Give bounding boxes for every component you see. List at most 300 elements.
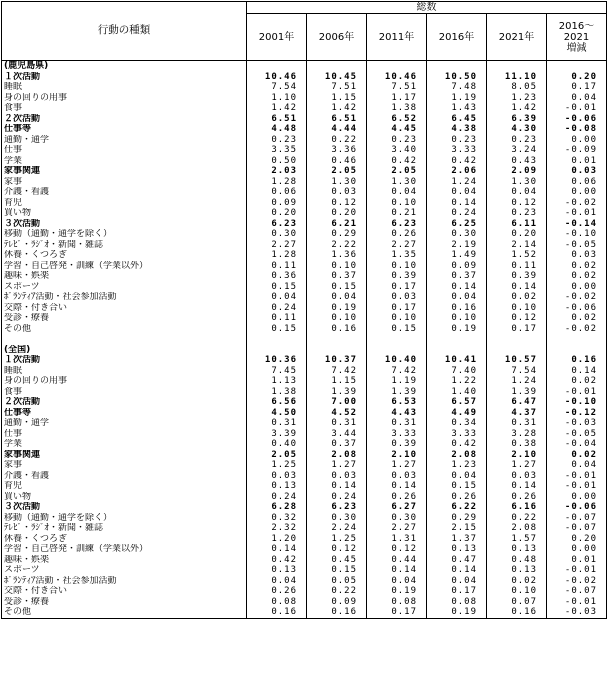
value-cell: 0.30 bbox=[367, 513, 427, 524]
change-cell: 0.01 bbox=[547, 555, 607, 566]
value-cell: 2.10 bbox=[487, 450, 547, 461]
row-label: 食事 bbox=[2, 103, 247, 114]
value-cell: 2.24 bbox=[307, 523, 367, 534]
header-row-top bbox=[2, 2, 607, 14]
value-cell: 0.30 bbox=[247, 229, 307, 240]
table-row bbox=[2, 303, 607, 314]
value-cell: 0.03 bbox=[307, 187, 367, 198]
value-cell: 0.13 bbox=[427, 544, 487, 555]
value-cell bbox=[307, 334, 367, 345]
change-cell: 0.00 bbox=[547, 135, 607, 146]
value-cell: 0.19 bbox=[307, 303, 367, 314]
row-label: 介護・看護 bbox=[2, 187, 247, 198]
value-cell: 6.27 bbox=[367, 502, 427, 513]
value-cell: 3.24 bbox=[487, 145, 547, 156]
table-row bbox=[2, 481, 607, 492]
value-cell: 0.03 bbox=[367, 292, 427, 303]
value-cell: 0.23 bbox=[367, 135, 427, 146]
value-cell: 3.44 bbox=[307, 429, 367, 440]
value-cell: 1.15 bbox=[307, 376, 367, 387]
row-label: 身の回りの用事 bbox=[2, 93, 247, 104]
value-cell: 0.14 bbox=[487, 481, 547, 492]
table-row bbox=[2, 156, 607, 167]
change-cell: 0.02 bbox=[547, 313, 607, 324]
table-row bbox=[2, 219, 607, 230]
row-label: 学習・自己啓発・訓練（学業以外） bbox=[2, 544, 247, 555]
value-cell: 0.23 bbox=[247, 135, 307, 146]
change-cell: -0.01 bbox=[547, 208, 607, 219]
value-cell: 0.50 bbox=[247, 156, 307, 167]
row-label: スポーツ bbox=[2, 565, 247, 576]
value-cell: 2.05 bbox=[247, 450, 307, 461]
table-row bbox=[2, 387, 607, 398]
value-cell: 0.19 bbox=[427, 324, 487, 335]
value-cell: 0.26 bbox=[367, 229, 427, 240]
table-row bbox=[2, 271, 607, 282]
value-cell: 0.14 bbox=[367, 565, 427, 576]
row-label: ﾃﾚﾋﾞ・ﾗｼﾞｵ・新聞・雑誌 bbox=[2, 523, 247, 534]
value-cell: 0.03 bbox=[307, 471, 367, 482]
value-cell: 3.33 bbox=[367, 429, 427, 440]
value-cell: 1.30 bbox=[367, 177, 427, 188]
change-cell: -0.02 bbox=[547, 198, 607, 209]
table-row bbox=[2, 313, 607, 324]
row-label: 育児 bbox=[2, 198, 247, 209]
value-cell: 0.12 bbox=[487, 313, 547, 324]
table-row bbox=[2, 82, 607, 93]
value-cell: 1.13 bbox=[247, 376, 307, 387]
table-row bbox=[2, 450, 607, 461]
table-row bbox=[2, 397, 607, 408]
value-cell: 0.23 bbox=[487, 135, 547, 146]
value-cell: 0.39 bbox=[367, 439, 427, 450]
value-cell: 8.05 bbox=[487, 82, 547, 93]
value-cell: 1.10 bbox=[247, 93, 307, 104]
value-cell: 2.09 bbox=[487, 166, 547, 177]
year-header: 2016年 bbox=[427, 14, 487, 61]
value-cell: 0.10 bbox=[367, 313, 427, 324]
value-cell: 0.42 bbox=[367, 156, 427, 167]
value-cell: 0.43 bbox=[487, 156, 547, 167]
table-body bbox=[2, 61, 607, 619]
change-cell: 0.02 bbox=[547, 261, 607, 272]
value-cell: 0.11 bbox=[247, 313, 307, 324]
row-label: (鹿児島県) bbox=[2, 61, 247, 72]
row-label: その他 bbox=[2, 324, 247, 335]
value-cell: 0.19 bbox=[367, 586, 427, 597]
change-cell: -0.10 bbox=[547, 397, 607, 408]
value-cell: 7.51 bbox=[367, 82, 427, 93]
value-cell: 0.21 bbox=[367, 208, 427, 219]
value-cell bbox=[247, 61, 307, 72]
value-cell: 0.31 bbox=[367, 418, 427, 429]
row-label: 趣味・娯楽 bbox=[2, 555, 247, 566]
change-cell: 0.17 bbox=[547, 82, 607, 93]
value-cell: 0.06 bbox=[247, 187, 307, 198]
value-cell: 1.25 bbox=[247, 460, 307, 471]
value-cell: 1.23 bbox=[487, 93, 547, 104]
table-row bbox=[2, 492, 607, 503]
value-cell: 1.23 bbox=[427, 460, 487, 471]
value-cell: 0.04 bbox=[307, 292, 367, 303]
value-cell: 10.45 bbox=[307, 72, 367, 83]
value-cell: 0.04 bbox=[247, 576, 307, 587]
value-cell: 0.42 bbox=[427, 156, 487, 167]
value-cell: 1.30 bbox=[307, 177, 367, 188]
row-label: ２次活動 bbox=[2, 397, 247, 408]
change-cell: -0.05 bbox=[547, 240, 607, 251]
value-cell: 3.33 bbox=[427, 429, 487, 440]
row-label: １次活動 bbox=[2, 355, 247, 366]
value-cell: 0.14 bbox=[367, 481, 427, 492]
value-cell: 0.37 bbox=[307, 439, 367, 450]
row-label: 学業 bbox=[2, 156, 247, 167]
year-header: 2006年 bbox=[307, 14, 367, 61]
change-cell: -0.01 bbox=[547, 565, 607, 576]
change-header: 2016～ 2021 増減 bbox=[547, 14, 607, 61]
change-cell: 0.20 bbox=[547, 534, 607, 545]
change-cell: 0.20 bbox=[547, 72, 607, 83]
row-label: ２次活動 bbox=[2, 114, 247, 125]
value-cell: 0.20 bbox=[307, 208, 367, 219]
value-cell: 0.10 bbox=[367, 198, 427, 209]
value-cell: 0.12 bbox=[307, 544, 367, 555]
row-label: 家事関連 bbox=[2, 166, 247, 177]
value-cell: 0.46 bbox=[307, 156, 367, 167]
value-cell: 0.13 bbox=[487, 544, 547, 555]
row-label: 仕事 bbox=[2, 429, 247, 440]
change-cell: 0.04 bbox=[547, 460, 607, 471]
value-cell: 0.12 bbox=[367, 544, 427, 555]
value-cell: 4.52 bbox=[307, 408, 367, 419]
value-cell: 1.42 bbox=[487, 103, 547, 114]
row-label: 睡眠 bbox=[2, 366, 247, 377]
value-cell: 0.42 bbox=[247, 555, 307, 566]
change-cell: 0.02 bbox=[547, 450, 607, 461]
value-cell: 0.34 bbox=[427, 418, 487, 429]
value-cell: 0.26 bbox=[367, 492, 427, 503]
change-cell: 0.01 bbox=[547, 156, 607, 167]
table-row bbox=[2, 565, 607, 576]
value-cell: 0.22 bbox=[307, 586, 367, 597]
value-cell: 1.31 bbox=[367, 534, 427, 545]
table-row bbox=[2, 471, 607, 482]
value-cell: 2.14 bbox=[487, 240, 547, 251]
value-cell: 0.09 bbox=[307, 597, 367, 608]
value-cell: 0.04 bbox=[487, 187, 547, 198]
change-cell: -0.05 bbox=[547, 429, 607, 440]
value-cell: 0.14 bbox=[427, 282, 487, 293]
blank-row bbox=[2, 334, 607, 345]
row-label: 介護・看護 bbox=[2, 471, 247, 482]
change-cell: -0.07 bbox=[547, 513, 607, 524]
table-row bbox=[2, 61, 607, 72]
table-row bbox=[2, 93, 607, 104]
value-cell: 4.37 bbox=[487, 408, 547, 419]
value-cell: 6.28 bbox=[247, 502, 307, 513]
value-cell: 1.36 bbox=[307, 250, 367, 261]
change-cell: 0.00 bbox=[547, 544, 607, 555]
value-cell: 4.44 bbox=[307, 124, 367, 135]
value-cell: 0.04 bbox=[247, 292, 307, 303]
year-header: 2001年 bbox=[247, 14, 307, 61]
table-row bbox=[2, 576, 607, 587]
value-cell: 0.17 bbox=[427, 586, 487, 597]
value-cell: 0.22 bbox=[487, 513, 547, 524]
value-cell: 1.38 bbox=[247, 387, 307, 398]
value-cell: 1.39 bbox=[307, 387, 367, 398]
row-label: ３次活動 bbox=[2, 502, 247, 513]
value-cell: 7.54 bbox=[247, 82, 307, 93]
value-cell: 10.50 bbox=[427, 72, 487, 83]
change-cell: -0.04 bbox=[547, 439, 607, 450]
value-cell: 0.04 bbox=[367, 187, 427, 198]
table-row bbox=[2, 366, 607, 377]
change-cell: -0.01 bbox=[547, 387, 607, 398]
value-cell: 0.15 bbox=[247, 324, 307, 335]
value-cell: 1.39 bbox=[367, 387, 427, 398]
value-cell: 0.14 bbox=[247, 544, 307, 555]
row-label: スポーツ bbox=[2, 282, 247, 293]
change-cell: -0.07 bbox=[547, 523, 607, 534]
table-row bbox=[2, 523, 607, 534]
value-cell: 0.08 bbox=[427, 597, 487, 608]
row-label: ３次活動 bbox=[2, 219, 247, 230]
value-cell: 1.22 bbox=[427, 376, 487, 387]
value-cell: 4.50 bbox=[247, 408, 307, 419]
row-label: 移動（通勤・通学を除く） bbox=[2, 513, 247, 524]
table-row bbox=[2, 355, 607, 366]
value-cell: 2.19 bbox=[427, 240, 487, 251]
change-cell: -0.01 bbox=[547, 103, 607, 114]
value-cell: 1.27 bbox=[307, 460, 367, 471]
table-row bbox=[2, 513, 607, 524]
value-cell: 6.51 bbox=[307, 114, 367, 125]
row-label: 休養・くつろぎ bbox=[2, 250, 247, 261]
value-cell: 0.14 bbox=[487, 282, 547, 293]
value-cell: 0.45 bbox=[307, 555, 367, 566]
value-cell: 1.30 bbox=[487, 177, 547, 188]
row-label: その他 bbox=[2, 607, 247, 618]
row-label: 家事関連 bbox=[2, 450, 247, 461]
value-cell: 6.21 bbox=[307, 219, 367, 230]
year-header: 2021年 bbox=[487, 14, 547, 61]
table-row bbox=[2, 607, 607, 618]
value-cell: 1.43 bbox=[427, 103, 487, 114]
table-row bbox=[2, 145, 607, 156]
table-row bbox=[2, 72, 607, 83]
value-cell: 1.19 bbox=[367, 376, 427, 387]
value-cell: 0.13 bbox=[487, 565, 547, 576]
value-cell: 0.02 bbox=[487, 292, 547, 303]
row-label: 受診・療養 bbox=[2, 313, 247, 324]
value-cell bbox=[427, 345, 487, 356]
change-cell: -0.06 bbox=[547, 303, 607, 314]
row-label: (全国) bbox=[2, 345, 247, 356]
value-cell: 6.47 bbox=[487, 397, 547, 408]
value-cell: 0.14 bbox=[427, 198, 487, 209]
value-cell: 0.11 bbox=[487, 261, 547, 272]
table-row bbox=[2, 555, 607, 566]
value-cell: 1.25 bbox=[307, 534, 367, 545]
value-cell: 0.03 bbox=[487, 471, 547, 482]
value-cell: 0.17 bbox=[487, 324, 547, 335]
change-cell: -0.09 bbox=[547, 145, 607, 156]
row-label: 学習・自己啓発・訓練（学業以外） bbox=[2, 261, 247, 272]
row-label: 仕事 bbox=[2, 145, 247, 156]
change-cell: 0.14 bbox=[547, 366, 607, 377]
value-cell: 1.27 bbox=[487, 460, 547, 471]
value-cell: 2.08 bbox=[307, 450, 367, 461]
value-cell: 6.16 bbox=[487, 502, 547, 513]
value-cell: 0.14 bbox=[307, 481, 367, 492]
table-row bbox=[2, 324, 607, 335]
table-row bbox=[2, 429, 607, 440]
value-cell: 0.24 bbox=[307, 492, 367, 503]
value-cell: 0.13 bbox=[247, 565, 307, 576]
value-cell: 0.30 bbox=[307, 513, 367, 524]
value-cell: 3.40 bbox=[367, 145, 427, 156]
value-cell: 1.42 bbox=[247, 103, 307, 114]
row-label: 受診・療養 bbox=[2, 597, 247, 608]
row-label: ﾎﾞﾗﾝﾃｨｱ活動・社会参加活動 bbox=[2, 576, 247, 587]
table-row bbox=[2, 292, 607, 303]
value-cell: 6.51 bbox=[247, 114, 307, 125]
value-cell: 7.00 bbox=[307, 397, 367, 408]
category-header: 行動の種類 bbox=[2, 2, 247, 61]
value-cell: 0.15 bbox=[367, 324, 427, 335]
value-cell: 0.13 bbox=[247, 481, 307, 492]
value-cell bbox=[247, 345, 307, 356]
value-cell: 0.10 bbox=[427, 313, 487, 324]
row-label: 育児 bbox=[2, 481, 247, 492]
value-cell: 6.57 bbox=[427, 397, 487, 408]
value-cell: 10.36 bbox=[247, 355, 307, 366]
row-label: 移動（通勤・通学を除く） bbox=[2, 229, 247, 240]
value-cell: 6.23 bbox=[247, 219, 307, 230]
value-cell: 7.51 bbox=[307, 82, 367, 93]
value-cell: 0.07 bbox=[487, 597, 547, 608]
change-cell: 0.02 bbox=[547, 271, 607, 282]
value-cell: 0.03 bbox=[247, 471, 307, 482]
value-cell bbox=[307, 61, 367, 72]
value-cell: 2.27 bbox=[367, 240, 427, 251]
value-cell: 0.16 bbox=[307, 324, 367, 335]
value-cell: 6.45 bbox=[427, 114, 487, 125]
value-cell: 3.39 bbox=[247, 429, 307, 440]
value-cell: 4.43 bbox=[367, 408, 427, 419]
change-cell: -0.06 bbox=[547, 502, 607, 513]
value-cell: 3.36 bbox=[307, 145, 367, 156]
value-cell: 0.15 bbox=[307, 565, 367, 576]
table-row bbox=[2, 187, 607, 198]
value-cell: 0.40 bbox=[247, 439, 307, 450]
value-cell: 1.39 bbox=[487, 387, 547, 398]
table-row bbox=[2, 418, 607, 429]
row-label: 通勤・通学 bbox=[2, 418, 247, 429]
value-cell: 1.40 bbox=[427, 387, 487, 398]
value-cell: 2.27 bbox=[367, 523, 427, 534]
value-cell: 0.22 bbox=[307, 135, 367, 146]
row-label: ﾃﾚﾋﾞ・ﾗｼﾞｵ・新聞・雑誌 bbox=[2, 240, 247, 251]
change-cell: -0.01 bbox=[547, 597, 607, 608]
value-cell bbox=[367, 345, 427, 356]
value-cell: 1.28 bbox=[247, 250, 307, 261]
value-cell: 0.03 bbox=[367, 471, 427, 482]
value-cell bbox=[367, 334, 427, 345]
value-cell: 6.39 bbox=[487, 114, 547, 125]
value-cell: 0.05 bbox=[307, 576, 367, 587]
value-cell: 2.08 bbox=[487, 523, 547, 534]
value-cell: 0.10 bbox=[487, 303, 547, 314]
table-row bbox=[2, 124, 607, 135]
value-cell: 1.20 bbox=[247, 534, 307, 545]
value-cell bbox=[307, 345, 367, 356]
value-cell: 4.45 bbox=[367, 124, 427, 135]
value-cell: 1.57 bbox=[487, 534, 547, 545]
value-cell: 6.23 bbox=[367, 219, 427, 230]
change-cell: 0.00 bbox=[547, 492, 607, 503]
table-row bbox=[2, 166, 607, 177]
table-row bbox=[2, 198, 607, 209]
value-cell: 0.39 bbox=[487, 271, 547, 282]
value-cell: 0.20 bbox=[487, 229, 547, 240]
row-label: ﾎﾞﾗﾝﾃｨｱ活動・社会参加活動 bbox=[2, 292, 247, 303]
change-cell: 0.06 bbox=[547, 177, 607, 188]
row-label bbox=[2, 334, 247, 345]
value-cell: 0.04 bbox=[427, 471, 487, 482]
table-row bbox=[2, 544, 607, 555]
value-cell bbox=[487, 61, 547, 72]
value-cell: 0.17 bbox=[367, 607, 427, 618]
value-cell: 1.37 bbox=[427, 534, 487, 545]
value-cell: 0.24 bbox=[247, 492, 307, 503]
value-cell: 0.04 bbox=[427, 187, 487, 198]
value-cell: 2.27 bbox=[247, 240, 307, 251]
value-cell: 2.06 bbox=[427, 166, 487, 177]
change-cell: -0.01 bbox=[547, 481, 607, 492]
value-cell: 0.24 bbox=[427, 208, 487, 219]
value-cell: 0.17 bbox=[367, 282, 427, 293]
change-cell: -0.01 bbox=[547, 471, 607, 482]
value-cell: 1.19 bbox=[427, 93, 487, 104]
value-cell: 0.16 bbox=[307, 607, 367, 618]
value-cell: 0.17 bbox=[367, 303, 427, 314]
table-row bbox=[2, 135, 607, 146]
change-cell: 0.16 bbox=[547, 355, 607, 366]
group-header: 総数 bbox=[247, 2, 607, 14]
value-cell: 1.24 bbox=[427, 177, 487, 188]
table-row bbox=[2, 250, 607, 261]
value-cell: 1.52 bbox=[487, 250, 547, 261]
value-cell: 0.48 bbox=[487, 555, 547, 566]
value-cell: 0.04 bbox=[427, 576, 487, 587]
value-cell: 2.05 bbox=[307, 166, 367, 177]
table-row bbox=[2, 114, 607, 125]
value-cell: 0.20 bbox=[247, 208, 307, 219]
value-cell: 6.11 bbox=[487, 219, 547, 230]
value-cell: 0.31 bbox=[247, 418, 307, 429]
value-cell: 0.10 bbox=[487, 586, 547, 597]
table-row bbox=[2, 408, 607, 419]
row-label: 仕事等 bbox=[2, 408, 247, 419]
row-label: 食事 bbox=[2, 387, 247, 398]
change-cell: -0.02 bbox=[547, 576, 607, 587]
change-cell: 0.00 bbox=[547, 282, 607, 293]
value-cell: 0.26 bbox=[427, 492, 487, 503]
value-cell: 2.08 bbox=[427, 450, 487, 461]
value-cell: 0.44 bbox=[367, 555, 427, 566]
